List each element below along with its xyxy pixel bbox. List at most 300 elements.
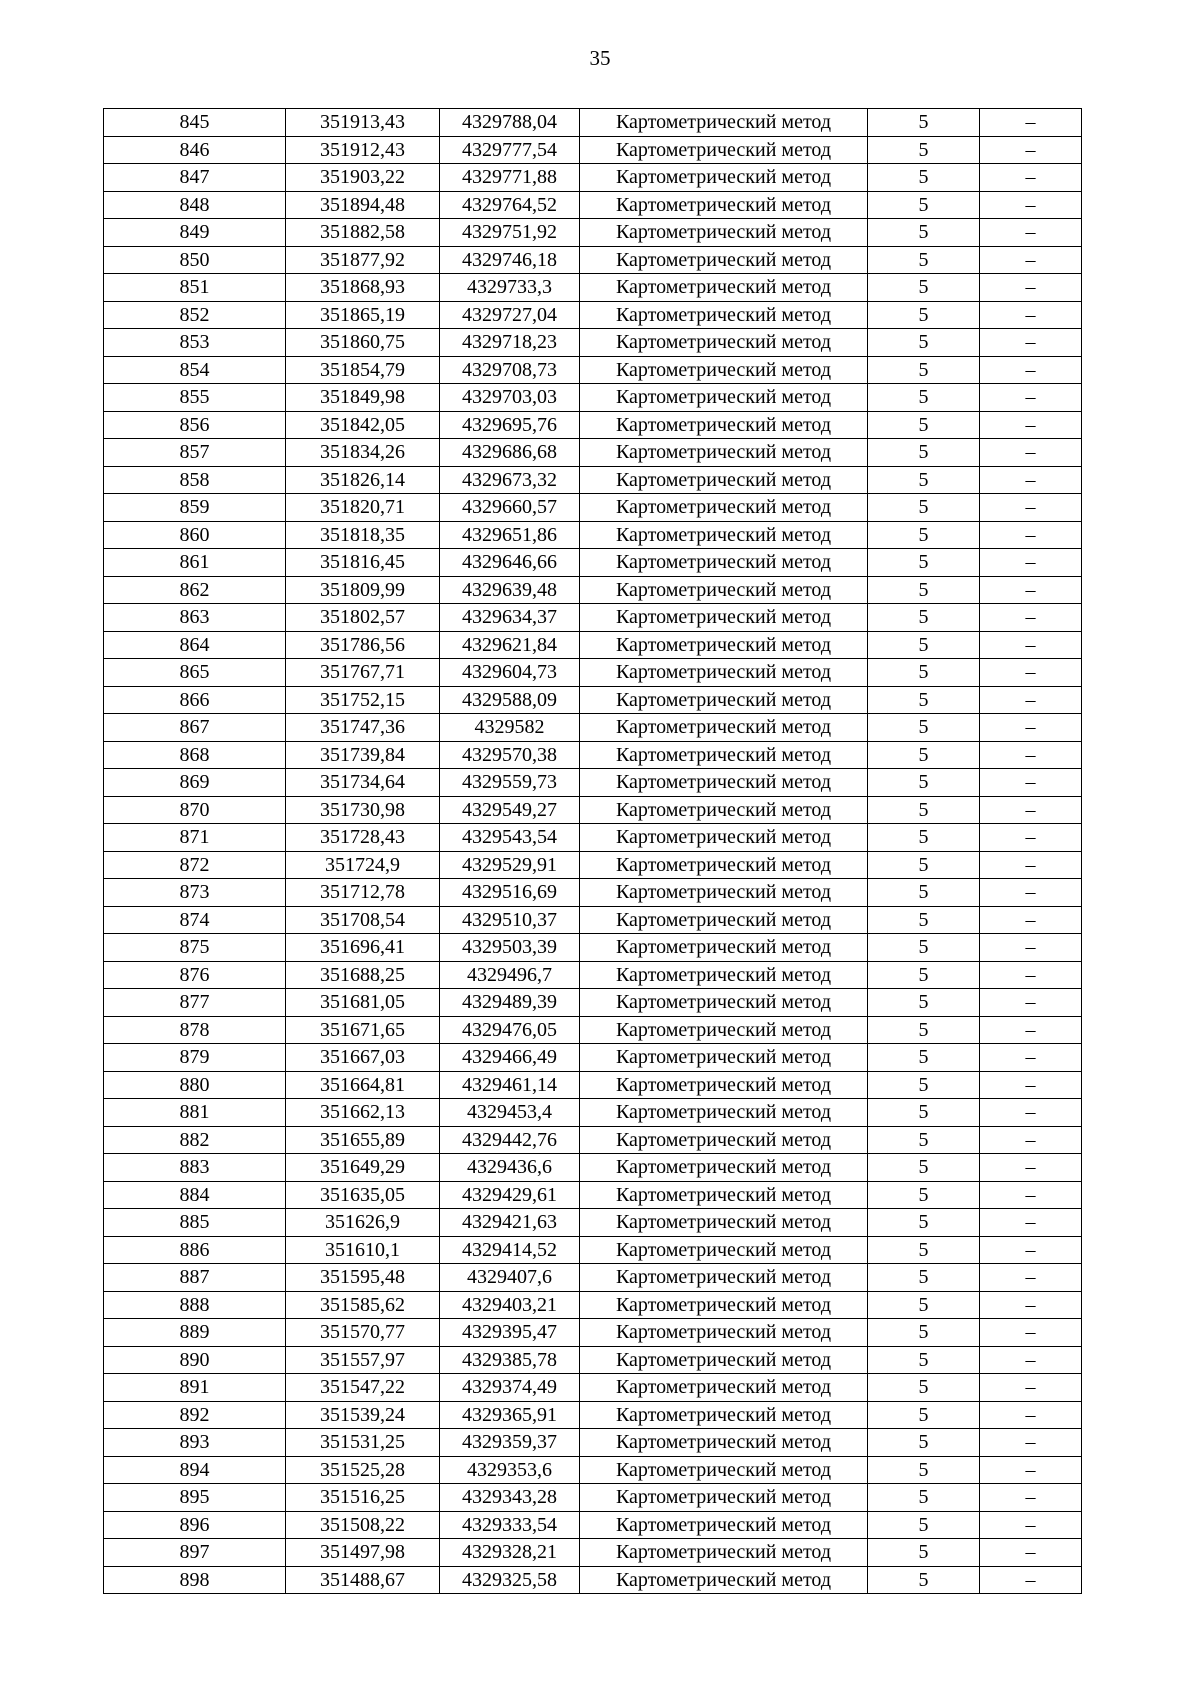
table-row bbox=[104, 1071, 1082, 1099]
point-number-cell: 859 bbox=[104, 494, 286, 522]
accuracy-cell: 5 bbox=[868, 879, 980, 907]
method-cell: Картометрический метод bbox=[580, 1099, 868, 1127]
point-number-cell: 860 bbox=[104, 521, 286, 549]
accuracy-cell: 5 bbox=[868, 851, 980, 879]
accuracy-cell: 5 bbox=[868, 1346, 980, 1374]
method-cell: Картометрический метод bbox=[580, 1319, 868, 1347]
table-row bbox=[104, 1539, 1082, 1567]
x-coordinate-cell: 351724,9 bbox=[286, 851, 440, 879]
x-coordinate-cell: 351767,71 bbox=[286, 659, 440, 687]
point-number-cell: 870 bbox=[104, 796, 286, 824]
accuracy-cell: 5 bbox=[868, 1181, 980, 1209]
method-cell: Картометрический метод bbox=[580, 274, 868, 302]
point-number-cell: 888 bbox=[104, 1291, 286, 1319]
point-number-cell: 896 bbox=[104, 1511, 286, 1539]
note-cell: – bbox=[980, 686, 1082, 714]
note-cell: – bbox=[980, 439, 1082, 467]
point-number-cell: 886 bbox=[104, 1236, 286, 1264]
y-coordinate-cell: 4329582 bbox=[440, 714, 580, 742]
note-cell: – bbox=[980, 1346, 1082, 1374]
point-number-cell: 853 bbox=[104, 329, 286, 357]
accuracy-cell: 5 bbox=[868, 1291, 980, 1319]
method-cell: Картометрический метод bbox=[580, 851, 868, 879]
method-cell: Картометрический метод bbox=[580, 1374, 868, 1402]
x-coordinate-cell: 351912,43 bbox=[286, 136, 440, 164]
method-cell: Картометрический метод bbox=[580, 879, 868, 907]
method-cell: Картометрический метод bbox=[580, 741, 868, 769]
accuracy-cell: 5 bbox=[868, 411, 980, 439]
method-cell: Картометрический метод bbox=[580, 1264, 868, 1292]
x-coordinate-cell: 351739,84 bbox=[286, 741, 440, 769]
accuracy-cell: 5 bbox=[868, 219, 980, 247]
point-number-cell: 887 bbox=[104, 1264, 286, 1292]
y-coordinate-cell: 4329343,28 bbox=[440, 1484, 580, 1512]
note-cell: – bbox=[980, 659, 1082, 687]
method-cell: Картометрический метод bbox=[580, 1071, 868, 1099]
table-row bbox=[104, 1099, 1082, 1127]
accuracy-cell: 5 bbox=[868, 1511, 980, 1539]
x-coordinate-cell: 351868,93 bbox=[286, 274, 440, 302]
y-coordinate-cell: 4329429,61 bbox=[440, 1181, 580, 1209]
x-coordinate-cell: 351635,05 bbox=[286, 1181, 440, 1209]
method-cell: Картометрический метод bbox=[580, 466, 868, 494]
method-cell: Картометрический метод bbox=[580, 961, 868, 989]
y-coordinate-cell: 4329639,48 bbox=[440, 576, 580, 604]
note-cell: – bbox=[980, 1456, 1082, 1484]
accuracy-cell: 5 bbox=[868, 659, 980, 687]
note-cell: – bbox=[980, 769, 1082, 797]
point-number-cell: 895 bbox=[104, 1484, 286, 1512]
accuracy-cell: 5 bbox=[868, 329, 980, 357]
note-cell: – bbox=[980, 1154, 1082, 1182]
table-row bbox=[104, 1319, 1082, 1347]
note-cell: – bbox=[980, 109, 1082, 137]
x-coordinate-cell: 351894,48 bbox=[286, 191, 440, 219]
x-coordinate-cell: 351516,25 bbox=[286, 1484, 440, 1512]
y-coordinate-cell: 4329510,37 bbox=[440, 906, 580, 934]
accuracy-cell: 5 bbox=[868, 1099, 980, 1127]
accuracy-cell: 5 bbox=[868, 521, 980, 549]
x-coordinate-cell: 351610,1 bbox=[286, 1236, 440, 1264]
method-cell: Картометрический метод bbox=[580, 1511, 868, 1539]
point-number-cell: 848 bbox=[104, 191, 286, 219]
y-coordinate-cell: 4329788,04 bbox=[440, 109, 580, 137]
y-coordinate-cell: 4329543,54 bbox=[440, 824, 580, 852]
y-coordinate-cell: 4329727,04 bbox=[440, 301, 580, 329]
y-coordinate-cell: 4329634,37 bbox=[440, 604, 580, 632]
page-number: 35 bbox=[589, 46, 611, 70]
accuracy-cell: 5 bbox=[868, 714, 980, 742]
accuracy-cell: 5 bbox=[868, 1071, 980, 1099]
note-cell: – bbox=[980, 906, 1082, 934]
method-cell: Картометрический метод bbox=[580, 219, 868, 247]
point-number-cell: 884 bbox=[104, 1181, 286, 1209]
method-cell: Картометрический метод bbox=[580, 1016, 868, 1044]
table-row bbox=[104, 1044, 1082, 1072]
x-coordinate-cell: 351802,57 bbox=[286, 604, 440, 632]
table-row bbox=[104, 1511, 1082, 1539]
y-coordinate-cell: 4329646,66 bbox=[440, 549, 580, 577]
point-number-cell: 864 bbox=[104, 631, 286, 659]
accuracy-cell: 5 bbox=[868, 989, 980, 1017]
point-number-cell: 897 bbox=[104, 1539, 286, 1567]
y-coordinate-cell: 4329453,4 bbox=[440, 1099, 580, 1127]
table-row bbox=[104, 686, 1082, 714]
x-coordinate-cell: 351913,43 bbox=[286, 109, 440, 137]
point-number-cell: 868 bbox=[104, 741, 286, 769]
table-row bbox=[104, 1456, 1082, 1484]
point-number-cell: 873 bbox=[104, 879, 286, 907]
accuracy-cell: 5 bbox=[868, 1429, 980, 1457]
point-number-cell: 857 bbox=[104, 439, 286, 467]
accuracy-cell: 5 bbox=[868, 549, 980, 577]
accuracy-cell: 5 bbox=[868, 439, 980, 467]
point-number-cell: 874 bbox=[104, 906, 286, 934]
note-cell: – bbox=[980, 301, 1082, 329]
point-number-cell: 862 bbox=[104, 576, 286, 604]
table-row bbox=[104, 1126, 1082, 1154]
note-cell: – bbox=[980, 191, 1082, 219]
note-cell: – bbox=[980, 1236, 1082, 1264]
table-row bbox=[104, 549, 1082, 577]
y-coordinate-cell: 4329703,03 bbox=[440, 384, 580, 412]
method-cell: Картометрический метод bbox=[580, 1236, 868, 1264]
point-number-cell: 865 bbox=[104, 659, 286, 687]
y-coordinate-cell: 4329333,54 bbox=[440, 1511, 580, 1539]
x-coordinate-cell: 351488,67 bbox=[286, 1566, 440, 1594]
accuracy-cell: 5 bbox=[868, 686, 980, 714]
table-row bbox=[104, 934, 1082, 962]
table-row bbox=[104, 246, 1082, 274]
table-row bbox=[104, 164, 1082, 192]
x-coordinate-cell: 351809,99 bbox=[286, 576, 440, 604]
accuracy-cell: 5 bbox=[868, 1319, 980, 1347]
point-number-cell: 879 bbox=[104, 1044, 286, 1072]
y-coordinate-cell: 4329708,73 bbox=[440, 356, 580, 384]
table-row bbox=[104, 659, 1082, 687]
method-cell: Картометрический метод bbox=[580, 659, 868, 687]
x-coordinate-cell: 351696,41 bbox=[286, 934, 440, 962]
accuracy-cell: 5 bbox=[868, 961, 980, 989]
method-cell: Картометрический метод bbox=[580, 824, 868, 852]
y-coordinate-cell: 4329414,52 bbox=[440, 1236, 580, 1264]
point-number-cell: 893 bbox=[104, 1429, 286, 1457]
table-row bbox=[104, 384, 1082, 412]
y-coordinate-cell: 4329771,88 bbox=[440, 164, 580, 192]
point-number-cell: 858 bbox=[104, 466, 286, 494]
table-row bbox=[104, 1401, 1082, 1429]
note-cell: – bbox=[980, 1539, 1082, 1567]
method-cell: Картометрический метод bbox=[580, 549, 868, 577]
x-coordinate-cell: 351525,28 bbox=[286, 1456, 440, 1484]
method-cell: Картометрический метод bbox=[580, 1154, 868, 1182]
accuracy-cell: 5 bbox=[868, 1264, 980, 1292]
note-cell: – bbox=[980, 851, 1082, 879]
table-row bbox=[104, 1484, 1082, 1512]
note-cell: – bbox=[980, 631, 1082, 659]
table-row bbox=[104, 274, 1082, 302]
method-cell: Картометрический метод bbox=[580, 109, 868, 137]
point-number-cell: 854 bbox=[104, 356, 286, 384]
point-number-cell: 871 bbox=[104, 824, 286, 852]
note-cell: – bbox=[980, 466, 1082, 494]
method-cell: Картометрический метод bbox=[580, 631, 868, 659]
note-cell: – bbox=[980, 329, 1082, 357]
x-coordinate-cell: 351865,19 bbox=[286, 301, 440, 329]
table-row bbox=[104, 356, 1082, 384]
method-cell: Картометрический метод bbox=[580, 769, 868, 797]
note-cell: – bbox=[980, 1016, 1082, 1044]
point-number-cell: 861 bbox=[104, 549, 286, 577]
note-cell: – bbox=[980, 1071, 1082, 1099]
y-coordinate-cell: 4329673,32 bbox=[440, 466, 580, 494]
note-cell: – bbox=[980, 824, 1082, 852]
accuracy-cell: 5 bbox=[868, 1539, 980, 1567]
y-coordinate-cell: 4329660,57 bbox=[440, 494, 580, 522]
y-coordinate-cell: 4329436,6 bbox=[440, 1154, 580, 1182]
table-row bbox=[104, 1154, 1082, 1182]
table-row bbox=[104, 1236, 1082, 1264]
note-cell: – bbox=[980, 879, 1082, 907]
x-coordinate-cell: 351728,43 bbox=[286, 824, 440, 852]
point-number-cell: 878 bbox=[104, 1016, 286, 1044]
note-cell: – bbox=[980, 521, 1082, 549]
y-coordinate-cell: 4329559,73 bbox=[440, 769, 580, 797]
y-coordinate-cell: 4329353,6 bbox=[440, 1456, 580, 1484]
accuracy-cell: 5 bbox=[868, 1374, 980, 1402]
x-coordinate-cell: 351786,56 bbox=[286, 631, 440, 659]
note-cell: – bbox=[980, 1429, 1082, 1457]
x-coordinate-cell: 351903,22 bbox=[286, 164, 440, 192]
y-coordinate-cell: 4329407,6 bbox=[440, 1264, 580, 1292]
accuracy-cell: 5 bbox=[868, 604, 980, 632]
table-row bbox=[104, 906, 1082, 934]
x-coordinate-cell: 351585,62 bbox=[286, 1291, 440, 1319]
table-row bbox=[104, 961, 1082, 989]
y-coordinate-cell: 4329764,52 bbox=[440, 191, 580, 219]
y-coordinate-cell: 4329570,38 bbox=[440, 741, 580, 769]
y-coordinate-cell: 4329751,92 bbox=[440, 219, 580, 247]
point-number-cell: 847 bbox=[104, 164, 286, 192]
y-coordinate-cell: 4329718,23 bbox=[440, 329, 580, 357]
note-cell: – bbox=[980, 164, 1082, 192]
method-cell: Картометрический метод bbox=[580, 329, 868, 357]
x-coordinate-cell: 351752,15 bbox=[286, 686, 440, 714]
y-coordinate-cell: 4329604,73 bbox=[440, 659, 580, 687]
table-row bbox=[104, 1264, 1082, 1292]
method-cell: Картометрический метод bbox=[580, 191, 868, 219]
table-row bbox=[104, 714, 1082, 742]
x-coordinate-cell: 351681,05 bbox=[286, 989, 440, 1017]
y-coordinate-cell: 4329695,76 bbox=[440, 411, 580, 439]
y-coordinate-cell: 4329359,37 bbox=[440, 1429, 580, 1457]
accuracy-cell: 5 bbox=[868, 1236, 980, 1264]
table-row bbox=[104, 1566, 1082, 1594]
accuracy-cell: 5 bbox=[868, 1209, 980, 1237]
note-cell: – bbox=[980, 604, 1082, 632]
accuracy-cell: 5 bbox=[868, 769, 980, 797]
x-coordinate-cell: 351557,97 bbox=[286, 1346, 440, 1374]
note-cell: – bbox=[980, 741, 1082, 769]
accuracy-cell: 5 bbox=[868, 246, 980, 274]
table-row bbox=[104, 576, 1082, 604]
y-coordinate-cell: 4329621,84 bbox=[440, 631, 580, 659]
accuracy-cell: 5 bbox=[868, 1016, 980, 1044]
x-coordinate-cell: 351664,81 bbox=[286, 1071, 440, 1099]
y-coordinate-cell: 4329777,54 bbox=[440, 136, 580, 164]
accuracy-cell: 5 bbox=[868, 191, 980, 219]
point-number-cell: 885 bbox=[104, 1209, 286, 1237]
point-number-cell: 875 bbox=[104, 934, 286, 962]
note-cell: – bbox=[980, 1126, 1082, 1154]
note-cell: – bbox=[980, 1044, 1082, 1072]
x-coordinate-cell: 351860,75 bbox=[286, 329, 440, 357]
table-row bbox=[104, 741, 1082, 769]
table-row bbox=[104, 109, 1082, 137]
accuracy-cell: 5 bbox=[868, 1484, 980, 1512]
accuracy-cell: 5 bbox=[868, 466, 980, 494]
y-coordinate-cell: 4329328,21 bbox=[440, 1539, 580, 1567]
method-cell: Картометрический метод bbox=[580, 521, 868, 549]
note-cell: – bbox=[980, 356, 1082, 384]
accuracy-cell: 5 bbox=[868, 384, 980, 412]
note-cell: – bbox=[980, 576, 1082, 604]
note-cell: – bbox=[980, 274, 1082, 302]
point-number-cell: 882 bbox=[104, 1126, 286, 1154]
y-coordinate-cell: 4329489,39 bbox=[440, 989, 580, 1017]
point-number-cell: 877 bbox=[104, 989, 286, 1017]
method-cell: Картометрический метод bbox=[580, 576, 868, 604]
table-row bbox=[104, 1429, 1082, 1457]
table-row bbox=[104, 219, 1082, 247]
table-row bbox=[104, 301, 1082, 329]
method-cell: Картометрический метод bbox=[580, 136, 868, 164]
note-cell: – bbox=[980, 136, 1082, 164]
note-cell: – bbox=[980, 934, 1082, 962]
note-cell: – bbox=[980, 1401, 1082, 1429]
table-row bbox=[104, 796, 1082, 824]
x-coordinate-cell: 351649,29 bbox=[286, 1154, 440, 1182]
method-cell: Картометрический метод bbox=[580, 906, 868, 934]
method-cell: Картометрический метод bbox=[580, 1209, 868, 1237]
coordinates-table-body bbox=[104, 109, 1082, 1594]
y-coordinate-cell: 4329496,7 bbox=[440, 961, 580, 989]
point-number-cell: 883 bbox=[104, 1154, 286, 1182]
note-cell: – bbox=[980, 494, 1082, 522]
accuracy-cell: 5 bbox=[868, 631, 980, 659]
table-row bbox=[104, 191, 1082, 219]
point-number-cell: 850 bbox=[104, 246, 286, 274]
point-number-cell: 898 bbox=[104, 1566, 286, 1594]
y-coordinate-cell: 4329686,68 bbox=[440, 439, 580, 467]
y-coordinate-cell: 4329651,86 bbox=[440, 521, 580, 549]
accuracy-cell: 5 bbox=[868, 906, 980, 934]
note-cell: – bbox=[980, 1319, 1082, 1347]
note-cell: – bbox=[980, 1291, 1082, 1319]
x-coordinate-cell: 351667,03 bbox=[286, 1044, 440, 1072]
method-cell: Картометрический метод bbox=[580, 686, 868, 714]
table-row bbox=[104, 604, 1082, 632]
y-coordinate-cell: 4329733,3 bbox=[440, 274, 580, 302]
method-cell: Картометрический метод bbox=[580, 384, 868, 412]
y-coordinate-cell: 4329395,47 bbox=[440, 1319, 580, 1347]
x-coordinate-cell: 351671,65 bbox=[286, 1016, 440, 1044]
note-cell: – bbox=[980, 1484, 1082, 1512]
x-coordinate-cell: 351747,36 bbox=[286, 714, 440, 742]
note-cell: – bbox=[980, 1374, 1082, 1402]
point-number-cell: 845 bbox=[104, 109, 286, 137]
y-coordinate-cell: 4329746,18 bbox=[440, 246, 580, 274]
point-number-cell: 876 bbox=[104, 961, 286, 989]
method-cell: Картометрический метод bbox=[580, 164, 868, 192]
coordinates-table bbox=[103, 108, 1082, 1594]
x-coordinate-cell: 351849,98 bbox=[286, 384, 440, 412]
y-coordinate-cell: 4329325,58 bbox=[440, 1566, 580, 1594]
method-cell: Картометрический метод bbox=[580, 1126, 868, 1154]
x-coordinate-cell: 351547,22 bbox=[286, 1374, 440, 1402]
accuracy-cell: 5 bbox=[868, 136, 980, 164]
method-cell: Картометрический метод bbox=[580, 1291, 868, 1319]
x-coordinate-cell: 351826,14 bbox=[286, 466, 440, 494]
accuracy-cell: 5 bbox=[868, 1566, 980, 1594]
accuracy-cell: 5 bbox=[868, 824, 980, 852]
method-cell: Картометрический метод bbox=[580, 356, 868, 384]
x-coordinate-cell: 351854,79 bbox=[286, 356, 440, 384]
x-coordinate-cell: 351730,98 bbox=[286, 796, 440, 824]
point-number-cell: 881 bbox=[104, 1099, 286, 1127]
x-coordinate-cell: 351662,13 bbox=[286, 1099, 440, 1127]
x-coordinate-cell: 351531,25 bbox=[286, 1429, 440, 1457]
method-cell: Картометрический метод bbox=[580, 934, 868, 962]
method-cell: Картометрический метод bbox=[580, 1566, 868, 1594]
point-number-cell: 846 bbox=[104, 136, 286, 164]
point-number-cell: 856 bbox=[104, 411, 286, 439]
accuracy-cell: 5 bbox=[868, 301, 980, 329]
method-cell: Картометрический метод bbox=[580, 1401, 868, 1429]
x-coordinate-cell: 351712,78 bbox=[286, 879, 440, 907]
point-number-cell: 894 bbox=[104, 1456, 286, 1484]
y-coordinate-cell: 4329476,05 bbox=[440, 1016, 580, 1044]
table-row bbox=[104, 466, 1082, 494]
point-number-cell: 889 bbox=[104, 1319, 286, 1347]
method-cell: Картометрический метод bbox=[580, 1539, 868, 1567]
point-number-cell: 866 bbox=[104, 686, 286, 714]
x-coordinate-cell: 351877,92 bbox=[286, 246, 440, 274]
x-coordinate-cell: 351497,98 bbox=[286, 1539, 440, 1567]
table-row bbox=[104, 824, 1082, 852]
method-cell: Картометрический метод bbox=[580, 604, 868, 632]
x-coordinate-cell: 351734,64 bbox=[286, 769, 440, 797]
method-cell: Картометрический метод bbox=[580, 1456, 868, 1484]
point-number-cell: 890 bbox=[104, 1346, 286, 1374]
point-number-cell: 872 bbox=[104, 851, 286, 879]
method-cell: Картометрический метод bbox=[580, 1484, 868, 1512]
x-coordinate-cell: 351834,26 bbox=[286, 439, 440, 467]
point-number-cell: 891 bbox=[104, 1374, 286, 1402]
table-row bbox=[104, 1181, 1082, 1209]
table-row bbox=[104, 411, 1082, 439]
point-number-cell: 855 bbox=[104, 384, 286, 412]
table-row bbox=[104, 136, 1082, 164]
table-row bbox=[104, 1209, 1082, 1237]
y-coordinate-cell: 4329374,49 bbox=[440, 1374, 580, 1402]
table-row bbox=[104, 1291, 1082, 1319]
accuracy-cell: 5 bbox=[868, 796, 980, 824]
method-cell: Картометрический метод bbox=[580, 796, 868, 824]
point-number-cell: 892 bbox=[104, 1401, 286, 1429]
x-coordinate-cell: 351882,58 bbox=[286, 219, 440, 247]
accuracy-cell: 5 bbox=[868, 164, 980, 192]
